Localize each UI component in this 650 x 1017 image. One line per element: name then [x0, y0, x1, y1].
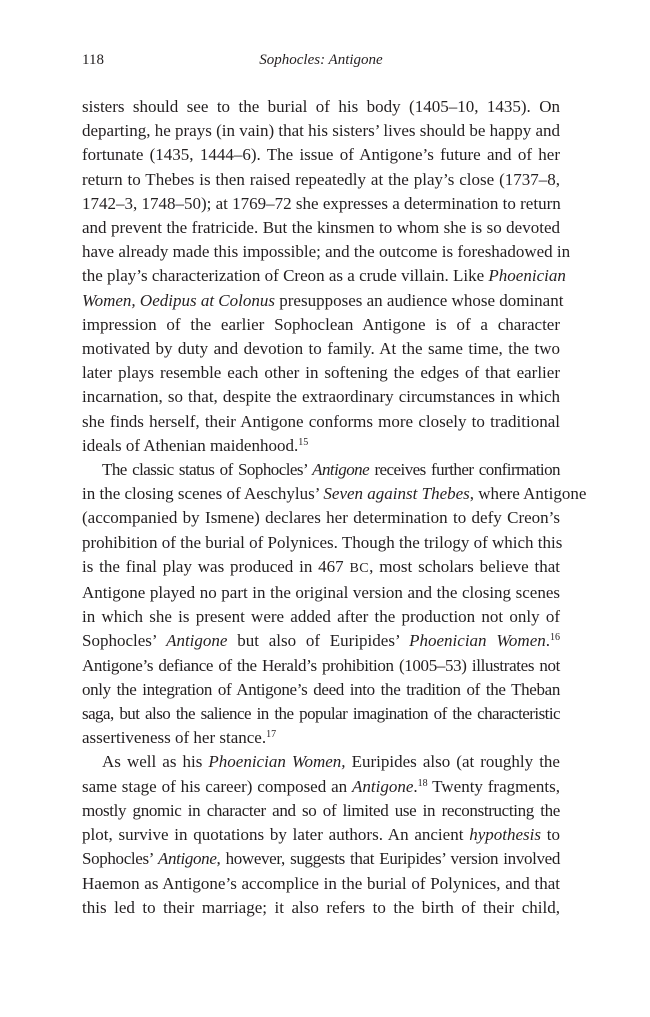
footnote-marker: 17	[266, 729, 277, 741]
text-run: , most scholars believe that	[369, 556, 560, 576]
running-head	[82, 52, 560, 72]
footnote-marker: 15	[298, 436, 309, 448]
text-run: assertiveness of her stance.	[82, 728, 267, 748]
text-run: .	[545, 631, 550, 651]
text-line	[82, 458, 560, 482]
text-line	[82, 823, 560, 847]
paragraph-2	[82, 458, 587, 750]
text-run: Sophocles’	[82, 849, 158, 869]
text-run: Sophocles’	[82, 631, 167, 651]
footnote-marker: 18	[417, 777, 428, 789]
italic-term: hypothesis	[469, 825, 541, 845]
text-run: to	[540, 825, 560, 845]
text-line	[82, 629, 560, 653]
text-line	[82, 289, 564, 313]
text-line	[82, 775, 560, 799]
text-run: Euripides also (at roughly the	[345, 752, 560, 772]
text-line: only the integration of Antigone’s deed into the tradition of the Theban	[82, 679, 560, 699]
text-line: sisters should see to the burial of his body (1405–10, 1435). On	[82, 97, 560, 116]
italic-title: Phoenician Women,	[208, 752, 346, 772]
text-line: prohibition of the burial of Polynices. Though the trilogy of which this	[82, 532, 563, 552]
text-run: is the final play was produced in 467	[82, 556, 350, 576]
italic-title: Antigone	[157, 849, 217, 869]
text-run: presupposes an audience whose dominant	[275, 290, 564, 310]
text-line: in which she is present were added after the production not only of	[82, 607, 560, 627]
italic-title: Antigone	[351, 776, 414, 796]
text-line: incarnation, so that, despite the extraordinary circumstances in which	[82, 387, 560, 407]
text-line: she finds herself, their Antigone conforms more closely to traditional	[82, 411, 560, 431]
text-line: (accompanied by Ismene) declares her determination to defy Creon’s	[82, 508, 560, 528]
italic-title: Phoenician Women	[409, 631, 546, 651]
text-line	[82, 726, 560, 750]
italic-title: Women, Oedipus at Colonus	[82, 290, 275, 310]
text-line	[82, 482, 587, 506]
text-line: and prevent the fratricide. But the kinsmen to whom she is so devoted	[82, 218, 560, 238]
text-line	[82, 750, 560, 774]
italic-title: Phoenician	[488, 266, 566, 286]
text-line: mostly gnomic in character and so of limited use in reconstructing the	[82, 800, 560, 820]
text-line	[82, 434, 560, 458]
text-line: Antigone played no part in the original version and the closing scenes	[82, 583, 560, 603]
text-line: 1742–3, 1748–50); at 1769–72 she expresses a determination to return	[82, 193, 561, 213]
text-line: impression of the earlier Sophoclean Antigone is of a character	[82, 314, 560, 334]
text-run: Twenty fragments,	[427, 776, 560, 796]
text-run: .	[413, 776, 418, 796]
text-line	[82, 847, 560, 871]
page-number: 118	[82, 52, 104, 68]
footnote-marker: 16	[550, 632, 560, 644]
text-line: saga, but also the salience in the popular imagination of the characteristic	[82, 704, 560, 724]
text-line: fortunate (1435, 1444–6). The issue of Antigone’s future and of her	[82, 145, 560, 165]
text-line	[82, 555, 560, 581]
small-caps-era: BC	[349, 560, 370, 576]
text-run: , where Antigone	[469, 484, 587, 504]
text-run: but also of Euripides’	[227, 631, 410, 651]
text-line: this led to their marriage; it also refers to the birth of their child,	[82, 897, 560, 917]
paragraph-3	[82, 750, 560, 919]
text-run: The classic status of Sophocles’	[102, 460, 313, 480]
text-line: return to Thebes is then raised repeatedly at the play’s close (1737–8,	[82, 169, 560, 189]
italic-title: Seven against Thebes	[323, 484, 470, 504]
text-line: Antigone’s defiance of the Herald’s prohibition (1005–53) illustrates not	[82, 655, 560, 675]
text-run: same stage of his career) composed an	[82, 776, 352, 796]
italic-title: Antigone	[166, 631, 228, 651]
text-line: Haemon as Antigone’s accomplice in the burial of Polynices, and that	[82, 873, 560, 893]
text-run: receives further confirmation	[369, 460, 560, 480]
paragraph-1	[82, 95, 571, 458]
text-line: have already made this impossible; and the outcome is foreshadowed in	[82, 242, 571, 262]
text-line: motivated by duty and devotion to family. At the same time, the two	[82, 339, 560, 359]
body-text	[82, 95, 587, 920]
text-run: As well as his	[102, 752, 209, 772]
text-line: later plays resemble each other in softening the edges of that earlier	[82, 363, 560, 383]
text-line	[82, 264, 566, 288]
text-run: ideals of Athenian maidenhood.	[82, 435, 299, 455]
text-run: plot, survive in quotations by later authors. An ancient	[82, 825, 470, 845]
running-title: Sophocles: Antigone	[259, 52, 383, 68]
italic-title: Antigone	[312, 460, 370, 480]
text-run: in the closing scenes of Aeschylus’	[82, 484, 324, 504]
text-run: , however, suggests that Euripides’ version involved	[216, 849, 560, 869]
text-run: the play’s characterization of Creon as a crude villain. Like	[82, 266, 489, 286]
text-line: departing, he prays (in vain) that his sisters’ lives should be happy and	[82, 121, 560, 141]
